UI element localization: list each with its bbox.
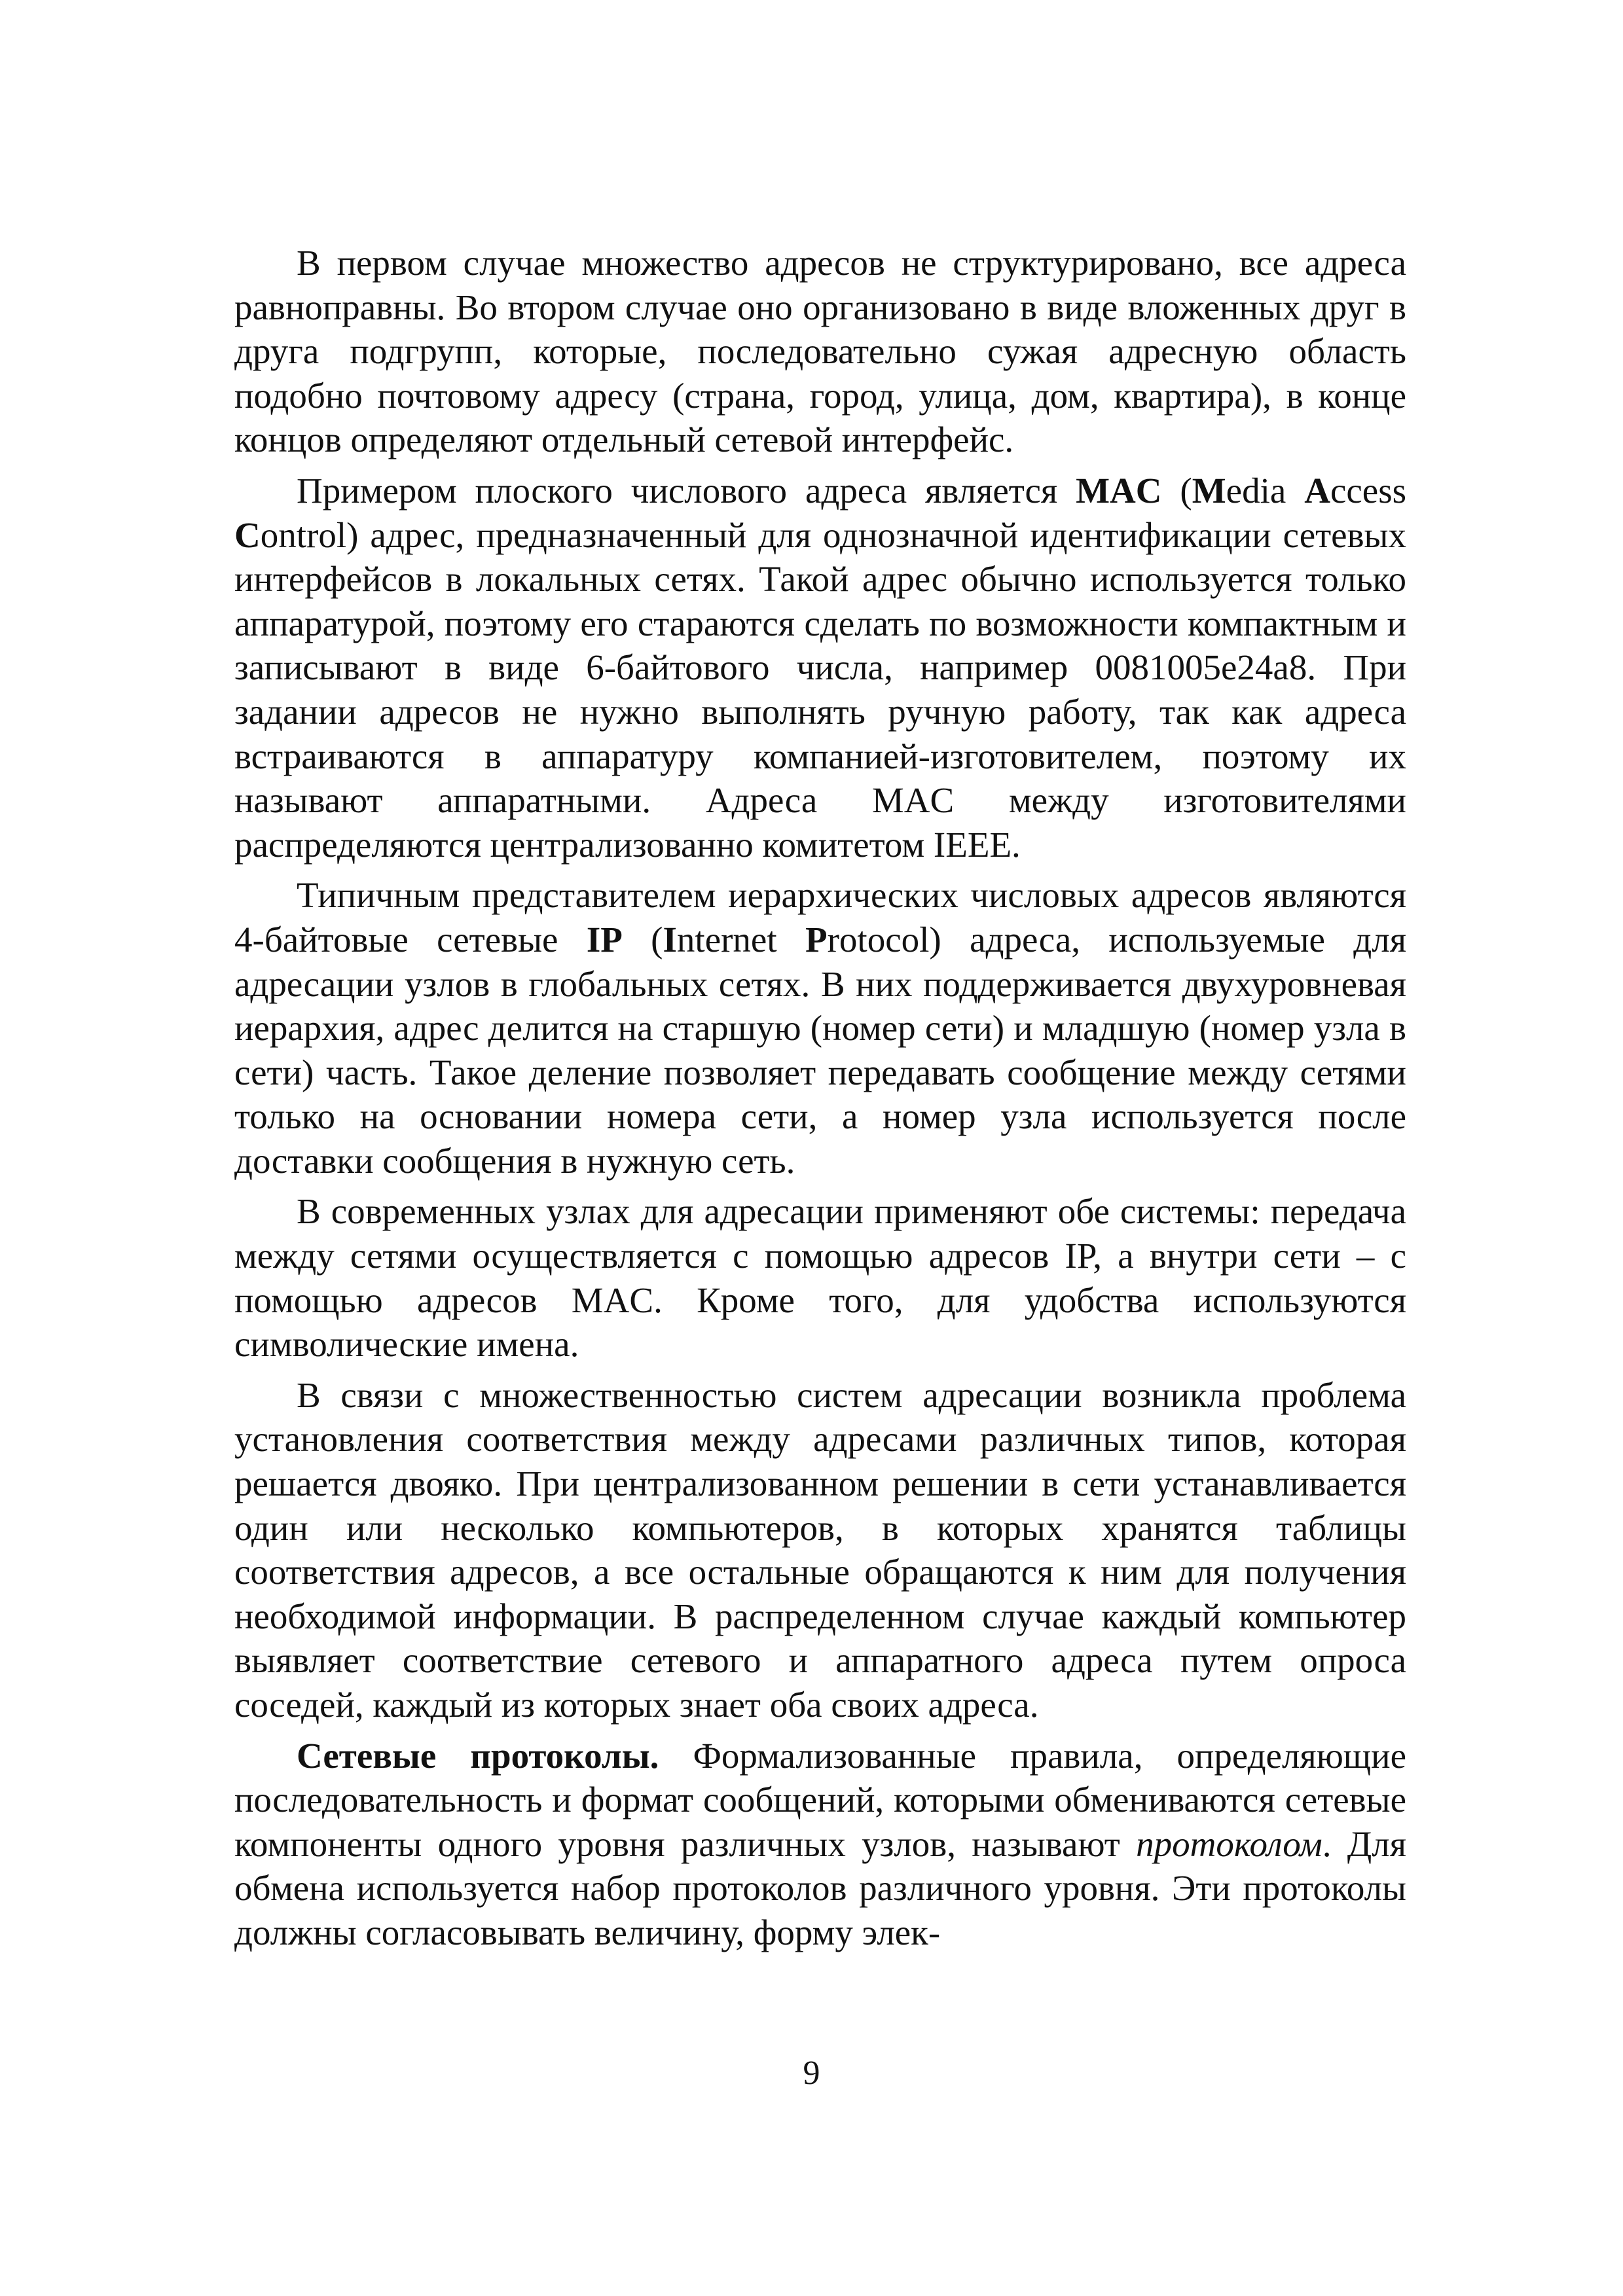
text-run: ( xyxy=(622,919,663,960)
body-text xyxy=(234,241,1406,1955)
paragraph-address-resolution xyxy=(234,1373,1406,1727)
paragraph-text: В современных узлах для адресации применяют обе системы: передача между сетями осуществляется с помощью адресов IP, а внутри сети – с помощью адресов MAC. Кроме того, для удобства используются символические имена. xyxy=(234,1191,1406,1365)
acronym-letter: M xyxy=(1192,470,1226,511)
paragraph-both-systems xyxy=(234,1189,1406,1366)
text-run: rotocol) адреса, используемые для адресации узлов в глобальных сетях. В них поддерживается двухуровневая иерархия, адрес делится на старшую (номер сети) и младшую (номер узла в сети) часть. Такое деление позволяет передавать сообщение между сетями только на основании номера сети, а номер узла используется после доставки сообщения в нужную сеть. xyxy=(234,919,1406,1181)
acronym-letter: I xyxy=(663,919,677,960)
text-run: . Для обмена используется набор протоколов различного уровня. Эти протоколы должны согласовывать величину, форму элек- xyxy=(234,1823,1407,1952)
term-protocol: протоколом xyxy=(1136,1823,1322,1864)
text-run: ontrol) адрес, предназначенный для однозначной идентификации сетевых интерфейсов в локальных сетях. Такой адрес обычно используется только аппаратурой, поэтому его стараются сделать по возможности компактным и записывают в виде 6-байтового числа, например 0081005e24a8. При задании адресов не нужно выполнять ручную работу, так как адреса встраиваются в аппаратуру компанией-изготовителем, поэтому их называют аппаратными. Адреса MAC между изготовителями распределяются централизованно комитетом IEEE. xyxy=(234,514,1406,865)
acronym-letter: A xyxy=(1304,470,1330,511)
text-run: edia xyxy=(1226,470,1305,511)
text-run: Типичным представителем иерархических числовых адресов являются 4-байтовые сетевые xyxy=(234,875,1406,960)
acronym-letter: C xyxy=(234,514,261,555)
text-run: ccess xyxy=(1330,470,1406,511)
text-run: ( xyxy=(1161,470,1192,511)
section-heading: Сетевые протоколы. xyxy=(297,1735,659,1776)
paragraph-mac-address xyxy=(234,469,1406,867)
term-ip: IP xyxy=(586,919,623,960)
paragraph-ip-address xyxy=(234,873,1406,1183)
text-run: Примером плоского числового адреса является xyxy=(297,470,1076,511)
acronym-letter: P xyxy=(805,919,828,960)
text-run: Формализованные правила, определяющие последовательность и формат сообщений, которыми обмениваются сетевые компоненты одного уровня различных узлов, называют xyxy=(234,1735,1406,1864)
text-run: nternet xyxy=(676,919,805,960)
term-mac: MAC xyxy=(1076,470,1162,511)
page-number: 9 xyxy=(803,2054,820,2092)
paragraph-text: В связи с множественностью систем адресации возникла проблема установления соответствия между адресами различных типов, которая решается двояко. При централизованном решении в сети устанавливается один или несколько компьютеров, в которых хранятся таблицы соответствия адресов, а все остальные обращаются к ним для получения необходимой информации. В распределенном случае каждый компьютер выявляет соответствие сетевого и аппаратного адреса путем опроса соседей, каждый из которых знает оба своих адреса. xyxy=(234,1374,1406,1725)
paragraph-network-protocols xyxy=(234,1734,1406,1955)
paragraph-text: В первом случае множество адресов не структурировано, все адреса равноправны. Во втором случае оно организовано в виде вложенных друг в друга подгрупп, которые, последовательно сужая адресную область подобно почтовому адресу (страна, город, улица, дом, квартира), в конце концов определяют отдельный сетевой интерфейс. xyxy=(234,243,1406,460)
paragraph-flat-vs-hierarchical xyxy=(234,241,1406,462)
